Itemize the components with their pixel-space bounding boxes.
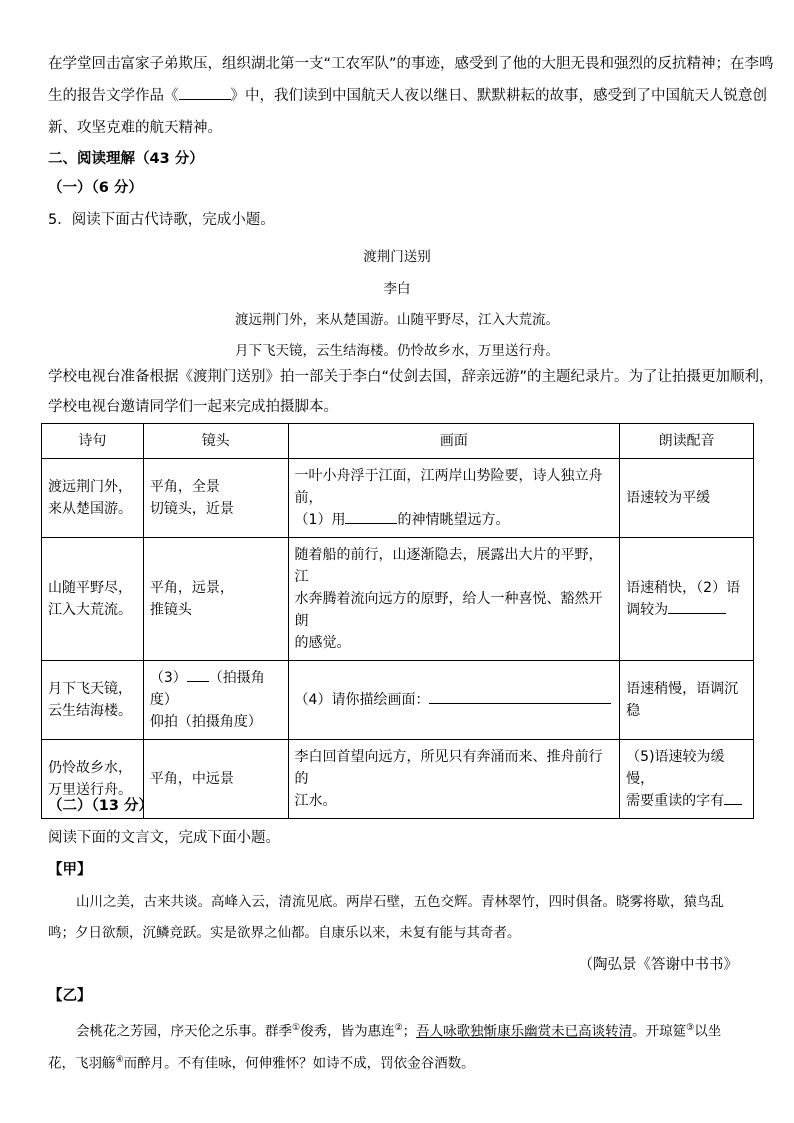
shot-cell: 平角，中远景 xyxy=(143,740,288,819)
poem-line-2: 月下飞天镜，云生结海楼。仍怜故乡水，万里送行舟。 xyxy=(235,343,559,359)
underlined-sentence: 吾人咏歌独惭康乐幽赏未已高谈转清 xyxy=(416,1023,633,1040)
scene-cell: 李白回首望向远方，所见只有奔涌而来、推舟前行的 江水。 xyxy=(288,740,620,819)
task-line-1: 学校电视台准备根据《渡荆门送别》拍一部关于李白“仗剑去国，辞亲远游”的主题纪录片。为了让拍摄更加顺利， xyxy=(48,369,774,385)
answer-blank[interactable] xyxy=(179,99,231,100)
voice-cell: 语速较为平缓 xyxy=(620,459,754,538)
answer-blank-1[interactable] xyxy=(345,523,397,524)
poem-title: 渡荆门送别 xyxy=(363,249,431,265)
voice-cell: 语速稍快，（2）语 调较为 xyxy=(620,538,754,661)
poem-line-1: 渡远荆门外，来从楚国游。山随平野尽，江入大荒流。 xyxy=(235,312,559,328)
section-title: 二、阅读理解（43 分） xyxy=(48,151,204,167)
scene-cell: 随着船的前行，山逐渐隐去，展露出大片的平野，江 水奔腾着流向远方的原野，给人一种喜悦、豁然开朗 的感觉。 xyxy=(288,538,620,661)
shot-cell: （3） （拍摄角度） 仰拍（拍摄角度） xyxy=(143,661,288,740)
yi-line-1: 会桃花之芳园，序天伦之乐事。群季①俊秀，皆为惠连②；吾人咏歌独惭康乐幽赏未已高谈转清。开琼筵③以坐 xyxy=(76,1023,722,1040)
shot-cell: 平角，远景， 推镜头 xyxy=(143,538,288,661)
shot-cell: 平角，全景 切镜头，近景 xyxy=(143,459,288,538)
jia-line-1: 山川之美，古来共谈。高峰入云，清流见底。两岸石壁，五色交辉。青林翠竹，四时俱备。晓雾将歇，猿鸟乱 xyxy=(76,894,724,910)
header-verse: 诗句 xyxy=(42,424,144,459)
answer-blank-3[interactable] xyxy=(187,681,209,682)
jia-source: （陶弘景《答谢中书书》 xyxy=(578,957,738,973)
intro-line-2-post: 》中，我们读到中国航天人夜以继日、默默耕耘的故事，感受到了中国航天人锐意创 xyxy=(230,88,767,104)
task-line-2: 学校电视台邀请同学们一起来完成拍摄脚本。 xyxy=(48,399,338,415)
intro-line-2 xyxy=(48,86,767,106)
scene-cell: （4）请你描绘画面： xyxy=(288,661,620,740)
part2-intro: 阅读下面的文言文，完成下面小题。 xyxy=(48,830,280,846)
verse-cell: 月下飞天镜， 云生结海楼。 xyxy=(42,661,144,740)
answer-blank-4[interactable] xyxy=(429,703,611,704)
scene-cell: 一叶小舟浮于江面，江两岸山势险要，诗人独立舟前， （1）用 的神情眺望远方。 xyxy=(288,459,620,538)
table-row xyxy=(42,661,754,740)
part2-title: （二）（13 分） xyxy=(48,798,153,814)
question-5: 5．阅读下面古代诗歌，完成小题。 xyxy=(48,212,275,228)
voice-cell: 语速稍慢，语调沉 稳 xyxy=(620,661,754,740)
part1-title: （一）（6 分） xyxy=(48,180,143,196)
header-shot: 镜头 xyxy=(143,424,288,459)
poem-author: 李白 xyxy=(383,281,411,297)
header-voice: 朗读配音 xyxy=(620,424,754,459)
jia-line-2: 鸣；夕日欲颓，沉鳞竞跃。实是欲界之仙都。自康乐以来，未复有能与其奇者。 xyxy=(48,925,521,941)
yi-label: 【乙】 xyxy=(48,988,92,1004)
yi-line-2: 花，飞羽觞④而醉月。不有佳咏，何伸雅怀？如诗不成，罚依金谷酒数。 xyxy=(48,1055,475,1072)
shooting-script-table xyxy=(41,423,754,819)
verse-cell: 仍怜故乡水， 万里送行舟。 xyxy=(42,740,144,819)
intro-line-1: 在学堂回击富家子弟欺压，组织湖北第一支“工农军队”的事迹，感受到了他的大胆无畏和强烈的反抗精神；在李鸣 xyxy=(48,56,774,72)
intro-line-3: 新、攻坚克难的航天精神。 xyxy=(48,120,222,136)
voice-cell: （5)语速较为缓慢， 需要重读的字有 xyxy=(620,740,754,819)
verse-cell: 渡远荆门外， 来从楚国游。 xyxy=(42,459,144,538)
table-row xyxy=(42,459,754,538)
verse-cell: 山随平野尽， 江入大荒流。 xyxy=(42,538,144,661)
table-row xyxy=(42,538,754,661)
header-scene: 画面 xyxy=(288,424,620,459)
table-header-row xyxy=(42,424,754,459)
intro-line-2-pre: 生的报告文学作品《 xyxy=(48,88,179,104)
answer-blank-2[interactable] xyxy=(668,613,726,614)
jia-label: 【甲】 xyxy=(48,862,92,878)
